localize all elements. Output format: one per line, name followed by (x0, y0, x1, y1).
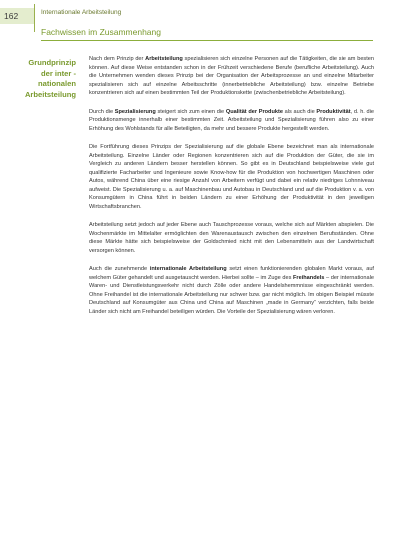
text-run: Arbeitsteilung setzt jedoch auf jeder Ebene auch Tauschprozesse voraus, welche sich auf Märkten abspielen. Die Wochenmärkte im Mittelalter ermöglichten den Warenaustausch zwischen den einzelnen Berufsständen. Ohne diese Märkte hätte sich beispielsweise der Goldschmied nicht mit den Lebensmitteln aus der Landwirtschaft versorgen können. (89, 222, 374, 254)
text-run: , d. h. die Produktionsmenge innerhalb einer bestimmten Zeit. Arbeitsteilung und Spezialisierung führen also zu einer Erhöhung des Wohlstands für alle Beteiligten, da mehr und bessere Produkte hergestellt werden. (89, 108, 374, 132)
header-rule (41, 40, 373, 41)
page-number: 162 (0, 8, 34, 24)
text-run: Die Fortführung dieses Prinzips der Spezialisierung auf die globale Ebene bezeichnet man als internationale Arbeitsteilung. Einzelne Länder oder Regionen konzentrieren sich auf die Produktion der Güter, die sie im Vergleich zu anderen Ländern besser herstellen können. So gibt es in Deutschland beispielsweise viele gut qualifizierte Facharbeiter und Ingenieure sowie Know-how für die Produktion von hochwertigen Maschinen oder Autos, während China über eine riesige Anzahl von Arbeitern verfügt und dabei ein relativ niedriges Lohnniveau aufweist. Die Spezialisierung u. a. auf Maschinenbau und Autobau in Deutschland und auf die Produktion v. a. von Konsumgütern in China führt in beiden Ländern zu einer Erhöhung der Produktivität in den jeweiligen Wirtschaftsbranchen. (89, 143, 374, 210)
margin-heading-line: nationalen (38, 79, 76, 88)
body-text (89, 55, 374, 326)
section-title: Fachwissen im Zusammenhang (41, 27, 161, 37)
bold-term: internationale Arbeitsteilung (149, 266, 227, 273)
text-run: Nach dem Prinzip der (89, 56, 146, 62)
bold-term: Arbeitsteilung (145, 56, 183, 62)
bold-term: Produktivität (316, 108, 351, 115)
text-run: spezialisieren sich einzelne Personen auf die Tätigkeiten, die sie am besten können. Auf diese Weise entstanden schon in der Frühzeit verschiedene Berufe (berufliche Arbeitsteilung). Auch die Unternehmen wenden dieses Prinzip bei der Organisation der Arbeitsprozesse an und einzelne Mitarbeiter spezialisieren sich auf einzelne Arbeitsschritte (innerbetriebliche Arbeitsteilung) bzw. einzelne Betriebe konzentrieren sich auf einen bestimmten Teil der Produktionskette (zwischenbetriebliche Arbeitsteilung). (89, 56, 375, 97)
text-run: Durch die (89, 108, 115, 115)
text-run: setzt einen funktionierenden globalen Markt voraus, auf welchem Güter gehandelt und ausgetauscht werden. Hierbei sollte – im Zuge des (89, 266, 374, 281)
paragraph (89, 221, 374, 255)
text-run: als auch die (282, 108, 317, 115)
text-run: steigert sich zum einen die (155, 108, 226, 115)
header-divider (34, 4, 35, 32)
paragraph (89, 143, 374, 211)
text-run: Auch die zunehmende (89, 266, 150, 273)
margin-heading-line: Grundprinzip (28, 58, 76, 67)
bold-term: Spezialisierung (114, 108, 156, 115)
bold-term: Freihandels (292, 274, 325, 281)
margin-heading (6, 58, 76, 100)
page-header (0, 0, 400, 50)
paragraph (89, 55, 374, 98)
running-title: Internationale Arbeitsteilung (41, 9, 122, 16)
margin-heading-line: der inter - (40, 68, 76, 78)
bold-term: Qualität der Produkte (225, 108, 283, 115)
text-run: – der internationale Waren- und Dienstleistungsverkehr nicht durch Zölle oder andere Handelshemmnisse eingeschränkt werden. Ohne Freihandel ist die internationale Arbeitsteilung nur schwer bzw. gar nicht möglich. Im obigen Beispiel müsste Deutschland auf Konsumgüter aus China und China auf Maschinen „made in Germany“ verzichten, falls beide Länder sich nicht am Freihandel beteiligen würden. Die Vorteile der Spezialisierung wären verloren. (89, 274, 374, 315)
paragraph (89, 108, 374, 134)
margin-heading-line: Arbeitsteilung (24, 89, 76, 99)
paragraph (89, 265, 374, 316)
